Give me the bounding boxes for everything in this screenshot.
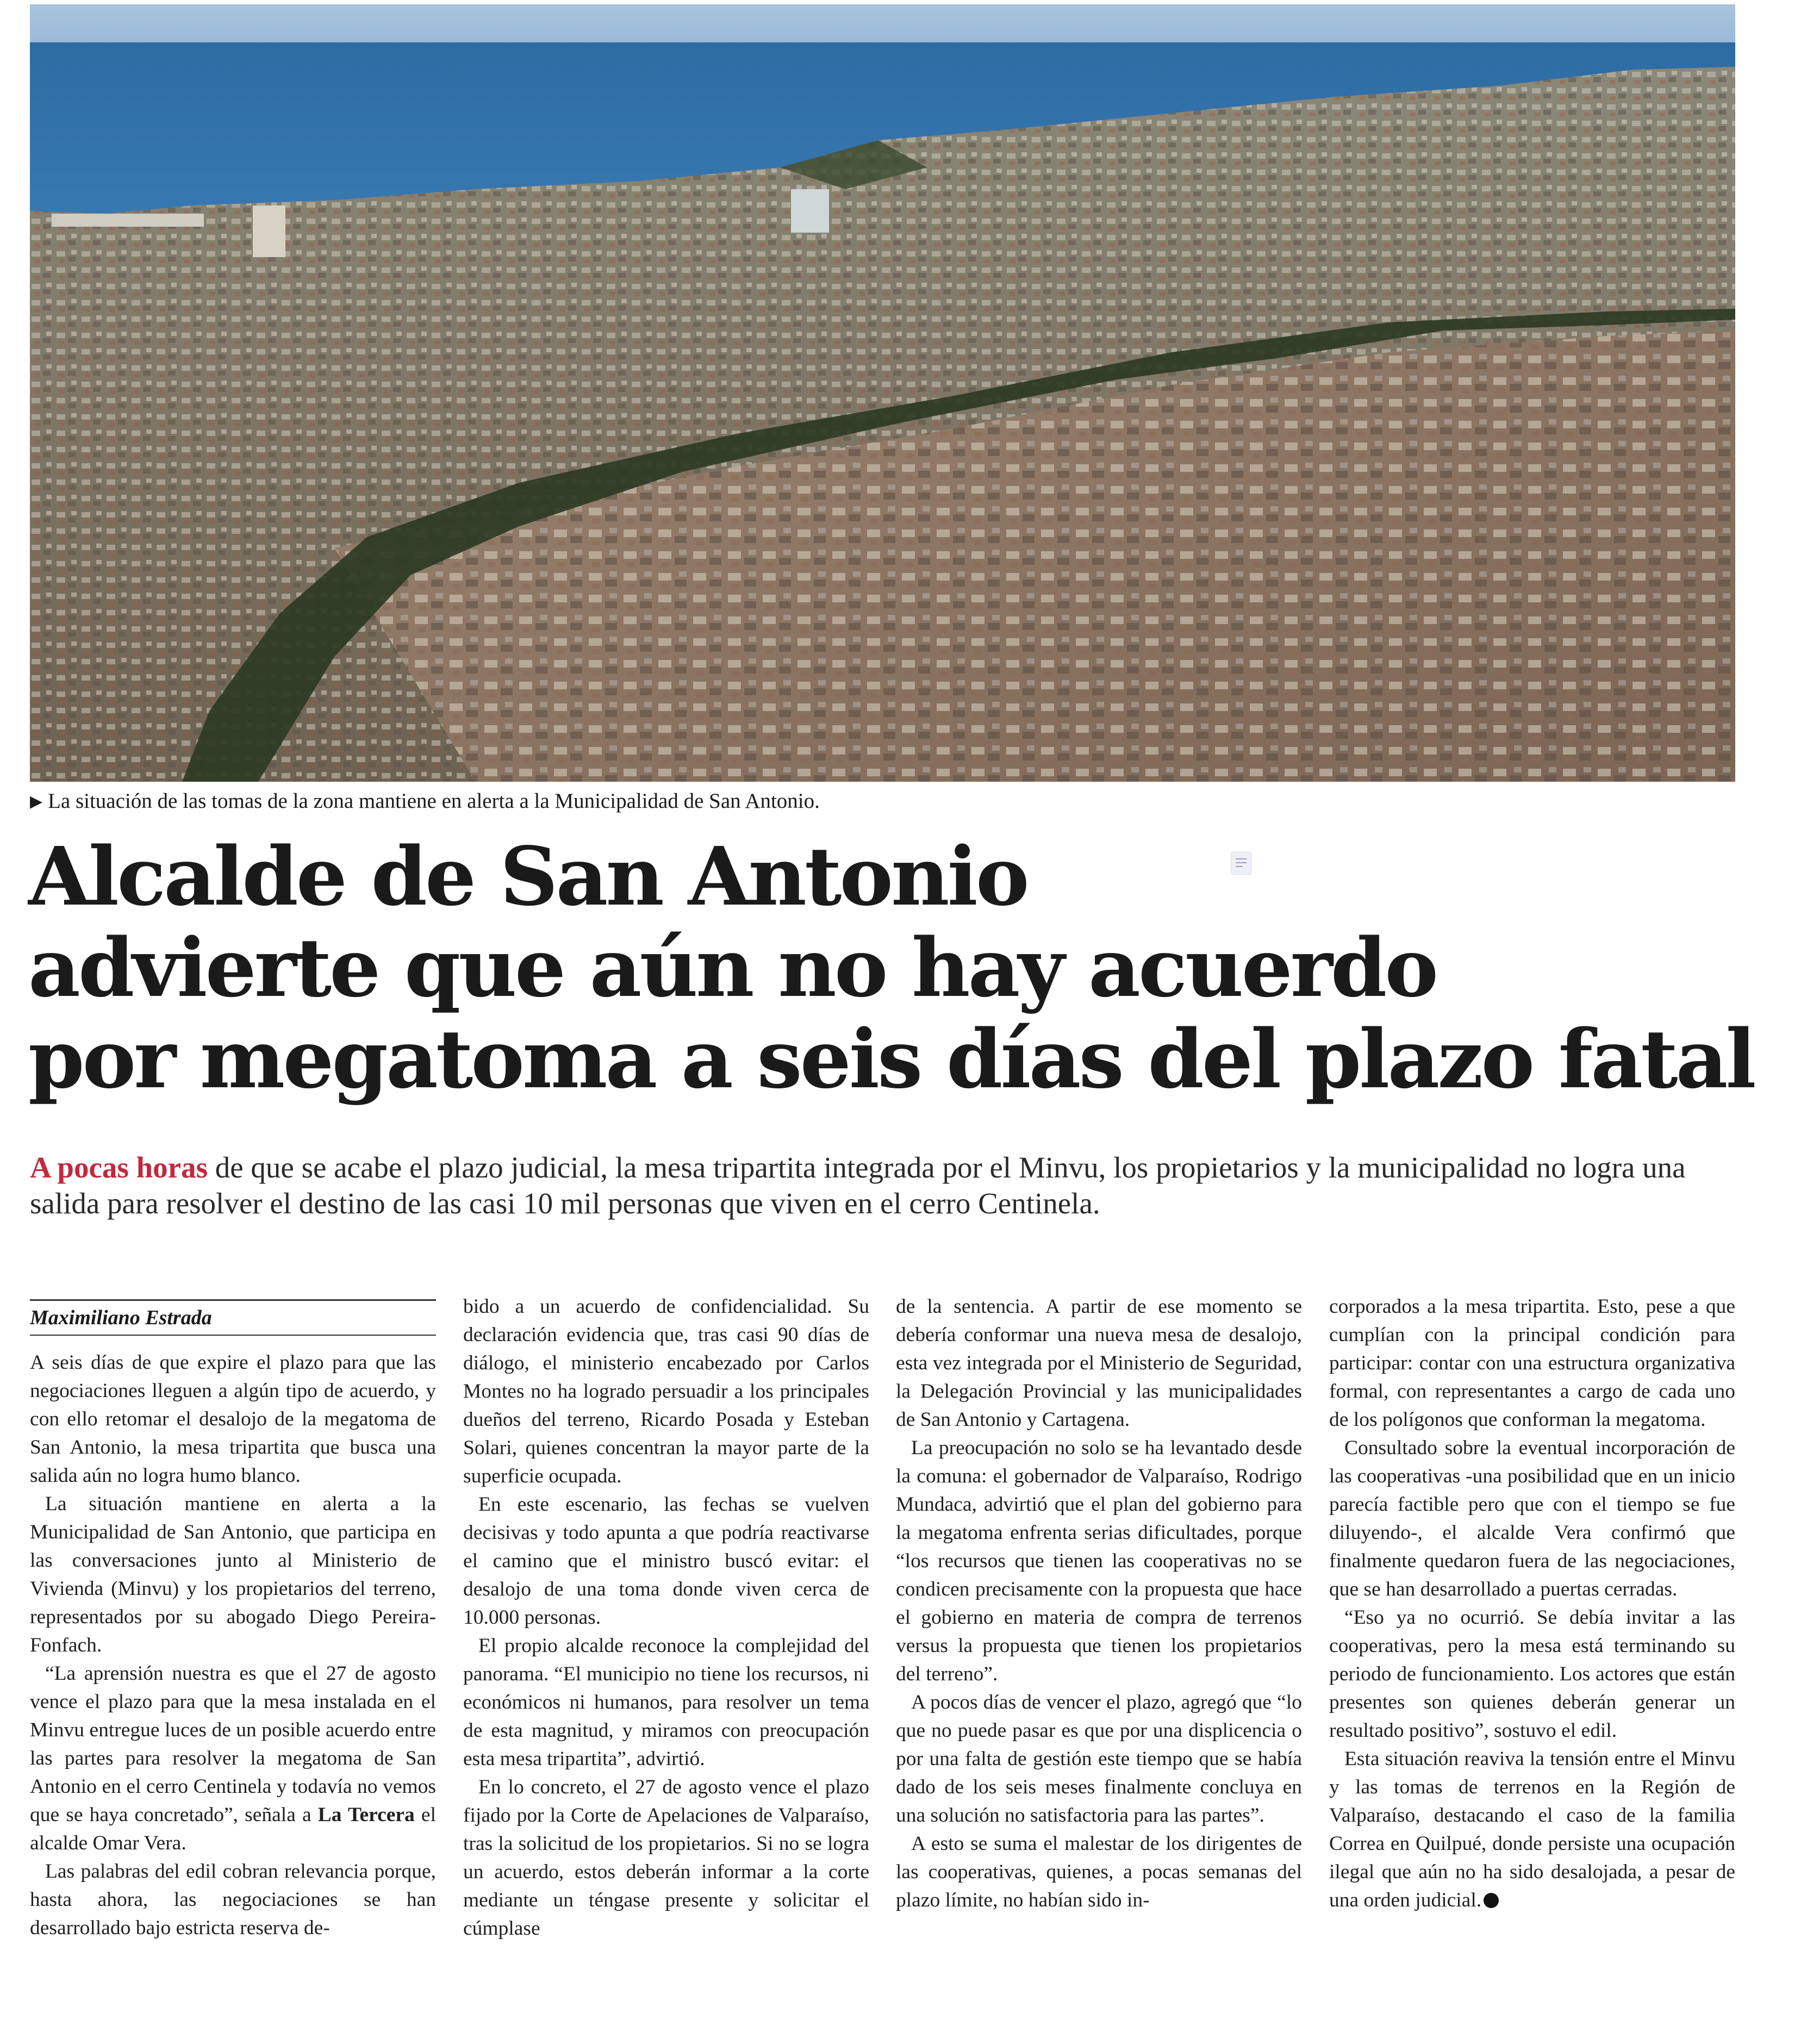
paragraph: Consultado sobre la eventual incorporación de las cooperativas -una posibilidad que en un inicio parecía factible pero que con el tiempo se fue diluyendo-, el alcalde Vera confirmó que finalmente quedaron fuera de las negociaciones, que se han desarrollado a puertas cerradas.	[1329, 1437, 1735, 1600]
quote-text: “La aprensión nuestra es que el 27 de agosto vence el plazo para que la mesa instalada en el Minvu entregue luces de un posible acuerdo entre las partes para resolver la megatoma de San Antonio en el cerro Centinela y todavía no vemos que se haya concretado”, señala a	[30, 1662, 436, 1826]
caption-arrow-icon: ▶	[30, 793, 43, 811]
paragraph: “Eso ya no ocurrió. Se debía invitar a las cooperativas, pero la mesa está terminando su periodo de funcionamiento. Los actores que están presentes son quienes deberán generar un resultado positivo”, sostuvo el edil.	[1329, 1606, 1735, 1742]
paragraph: La preocupación no solo se ha levantado desde la comuna: el gobernador de Valparaíso, Rodrigo Mundaca, advirtió que el plan del gobierno para la megatoma enfrenta serias dificultades, porque “los recursos que tienen las cooperativas no se condicen precisamente con la propuesta que hace el gobierno en materia de compra de terrenos versus la propuesta que tienen los propietarios del terreno”.	[896, 1437, 1302, 1685]
paragraph: La situación mantiene en alerta a la Municipalidad de San Antonio, que participa en las conversaciones junto al Ministerio de Vivienda (Minvu) y los propietarios del terreno, representados por su abogado Diego Pereira-Fonfach.	[30, 1493, 436, 1656]
paragraph: A pocos días de vencer el plazo, agregó que “lo que no puede pasar es que por una displicencia o por una falta de gestión este tiempo que se había dado de los seis meses finalmente concluya en una solución no satisfactoria para las partes”.	[896, 1691, 1302, 1827]
lead-kicker: A pocas horas	[30, 1151, 208, 1184]
paragraph: de la sentencia. A partir de ese momento se debería conformar una nueva mesa de desalojo, esta vez integrada por el Ministerio de Seguridad, la Delegación Provincial y las municipalidades de San Antonio y Cartagena.	[896, 1295, 1302, 1431]
article-column-4	[1329, 1293, 1735, 1915]
paragraph	[30, 1660, 436, 1858]
headline-line-3: por megatoma a seis días del plazo fatal	[28, 1012, 1754, 1106]
paragraph: bido a un acuerdo de confidencialidad. Su declaración evidencia que, tras casi 90 días de diálogo, el ministerio encabezado por Carlos Montes no ha logrado persuadir a los principales dueños del terreno, Ricardo Posada y Esteban Solari, quienes concentran la mayor parte de la superficie ocupada.	[463, 1295, 869, 1487]
paragraph: El propio alcalde reconoce la complejidad del panorama. “El municipio no tiene los recursos, ni económicos ni humanos, para resolver un tema de esta magnitud, y miramos con preocupación esta mesa tripartita”, advirtió.	[463, 1635, 869, 1770]
paragraph	[1329, 1745, 1735, 1915]
paragraph: A seis días de que expire el plazo para que las negociaciones lleguen a algún tipo de acuerdo, y con ello retomar el desalojo de la megatoma de San Antonio, la mesa tripartita que busca una salida aún no logra humo blanco.	[30, 1351, 436, 1487]
paragraph: Las palabras del edil cobran relevancia porque, hasta ahora, las negociaciones se han desarrollado bajo estricta reserva de-	[30, 1860, 436, 1939]
aerial-photo	[30, 4, 1735, 782]
paragraph-text: Esta situación reaviva la tensión entre el Minvu y las tomas de terrenos en la Región de Valparaíso, destacando el caso de la familia Correa en Quilpué, donde persiste una ocupación ilegal que aún no ha sido desalojada, a pesar de una orden judicial.	[1329, 1748, 1735, 1911]
byline: Maximiliano Estrada	[30, 1299, 436, 1336]
publication-name: La Tercera	[317, 1804, 415, 1826]
headline	[28, 829, 1754, 1106]
article-column-3	[896, 1293, 1302, 1915]
paragraph: corporados a la mesa tripartita. Esto, pese a que cumplían con la principal condición para participar: contar con una estructura organizativa formal, con representantes a cargo de cada uno de los polígonos que conforman la megatoma.	[1329, 1295, 1735, 1431]
paragraph: En este escenario, las fechas se vuelven decisivas y todo apunta a que podría reactivarse el camino que el ministro buscó evitar: el desalojo de una toma donde viven cerca de 10.000 personas.	[463, 1493, 869, 1629]
end-of-article-icon	[1484, 1893, 1499, 1908]
paragraph: En lo concreto, el 27 de agosto vence el plazo fijado por la Corte de Apelaciones de Valparaíso, tras la solicitud de los propietarios. Si no se logra un acuerdo, estos deberán informar a la corte mediante un téngase presente y solicitar el cúmplase	[463, 1776, 869, 1940]
photo-caption	[30, 785, 1735, 818]
quote-attribution: el alcalde Omar Vera.	[30, 1804, 436, 1854]
article-column-2	[463, 1293, 869, 1943]
lead-text: de que se acabe el plazo judicial, la mesa tripartita integrada por el Minvu, los propietarios y la municipalidad no logra una salida para resolver el destino de las casi 10 mil personas que viven en el cerro Centinela.	[30, 1151, 1686, 1220]
article-column-1	[30, 1293, 436, 1942]
headline-line-1: Alcalde de San Antonio	[28, 829, 1027, 924]
paragraph: A esto se suma el malestar de los dirigentes de las cooperativas, quienes, a pocas semanas del plazo límite, no habían sido in-	[896, 1833, 1302, 1911]
headline-line-2: advierte que aún no hay acuerdo	[28, 920, 1437, 1015]
photo-caption-text: La situación de las tomas de la zona mantiene en alerta a la Municipalidad de San Antonio.	[48, 789, 820, 813]
lead-paragraph	[30, 1150, 1742, 1222]
